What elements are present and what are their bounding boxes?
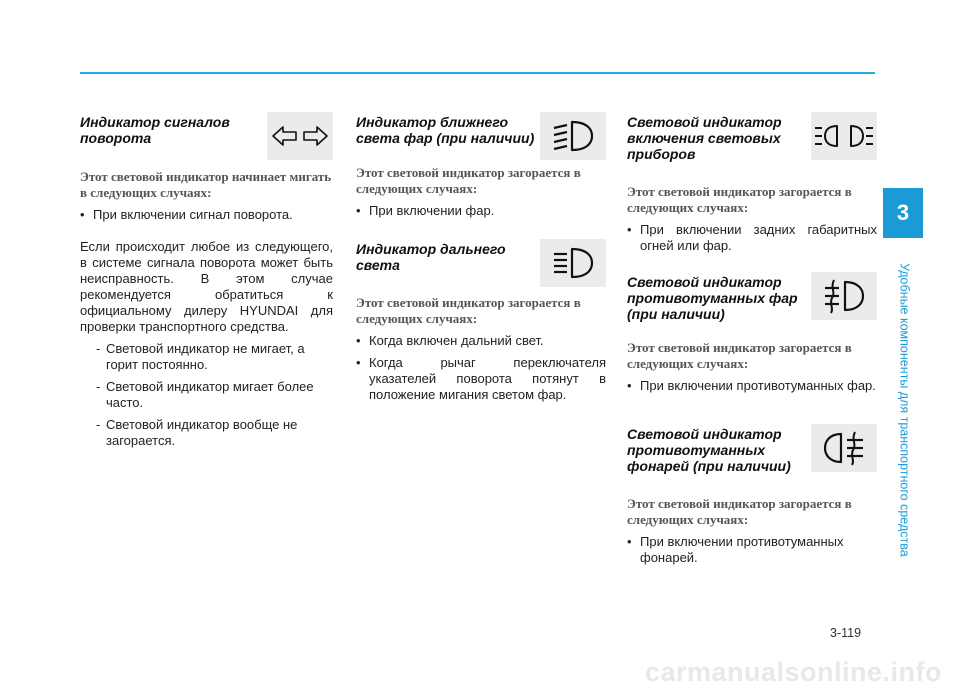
- indicator-condition: Этот световой индикатор загорается в следующих случаях:: [627, 496, 852, 527]
- indicator-header: [80, 112, 333, 160]
- footer-watermark: [0, 655, 960, 689]
- column-lights: [627, 112, 877, 566]
- bullet-item: • При включении фар.: [356, 203, 606, 219]
- indicator-title: Световой индикатор противотуманных фонарей (при наличии): [627, 426, 791, 474]
- indicator-title: Световой индикатор противотуманных фар (при наличии): [627, 274, 798, 322]
- position-lights-icon: [811, 112, 877, 160]
- page-number: 3-119: [830, 626, 862, 640]
- bullet-item: • При включении противотуманных фонарей.: [627, 534, 877, 566]
- indicator-title: Индикатор сигналов поворота: [80, 114, 230, 146]
- high-beam-icon: [540, 239, 606, 287]
- indicator-header: [356, 112, 606, 160]
- rear-fog-icon: [811, 424, 877, 472]
- indicator-condition: Этот световой индикатор начинает мигать в следующих случаях:: [80, 169, 332, 200]
- column-turn-signal: [80, 112, 333, 449]
- bullet-item: • При включении задних габаритных огней или фар.: [627, 222, 877, 254]
- indicator-title: Световой индикатор включения световых приборов: [627, 114, 782, 162]
- indicator-header: [627, 424, 877, 474]
- indicator-condition: Этот световой индикатор загорается в следующих случаях:: [356, 295, 581, 326]
- low-beam-icon: [540, 112, 606, 160]
- indicator-condition: Этот световой индикатор загорается в следующих случаях:: [627, 184, 852, 215]
- indicator-header: [356, 239, 606, 287]
- bullet-item: • При включении сигнал поворота.: [80, 207, 333, 223]
- chapter-title-vertical: [890, 250, 920, 570]
- bullet-item: • При включении противотуманных фар.: [627, 378, 877, 394]
- indicator-condition: Этот световой индикатор загорается в следующих случаях:: [627, 340, 852, 371]
- bullet-item: • Когда включен дальний свет.: [356, 333, 606, 349]
- bullet-item: • Когда рычаг переключателя указателей поворота потянут в положение мигания светом фар.: [356, 355, 606, 403]
- dash-item: - Световой индикатор вообще не загорается.: [80, 417, 333, 449]
- chapter-title: Удобные компоненты для транспортного средства: [898, 263, 912, 557]
- dash-item: - Световой индикатор мигает более часто.: [80, 379, 333, 411]
- column-beams: [356, 112, 606, 403]
- indicator-title: Индикатор ближнего света фар (при наличии): [356, 114, 535, 146]
- indicator-header: [627, 272, 877, 322]
- turn-signal-arrows-icon: [267, 112, 333, 160]
- front-fog-icon: [811, 272, 877, 320]
- top-rule: [80, 72, 875, 74]
- indicator-condition: Этот световой индикатор загорается в следующих случаях:: [356, 165, 581, 196]
- dash-item: - Световой индикатор не мигает, а горит постоянно.: [80, 341, 333, 373]
- malfunction-paragraph: Если происходит любое из следующего, в системе сигнала поворота может быть неисправность. В этом случае рекомендуется обратиться к официальному дилеру HYUNDAI для проверки транспортного средства.: [80, 239, 333, 334]
- indicator-header: [627, 112, 877, 162]
- chapter-number-tab: 3: [883, 188, 923, 238]
- indicator-title: Индикатор дальнего света: [356, 241, 506, 273]
- watermark-text: carmanualsonline.info: [644, 656, 942, 687]
